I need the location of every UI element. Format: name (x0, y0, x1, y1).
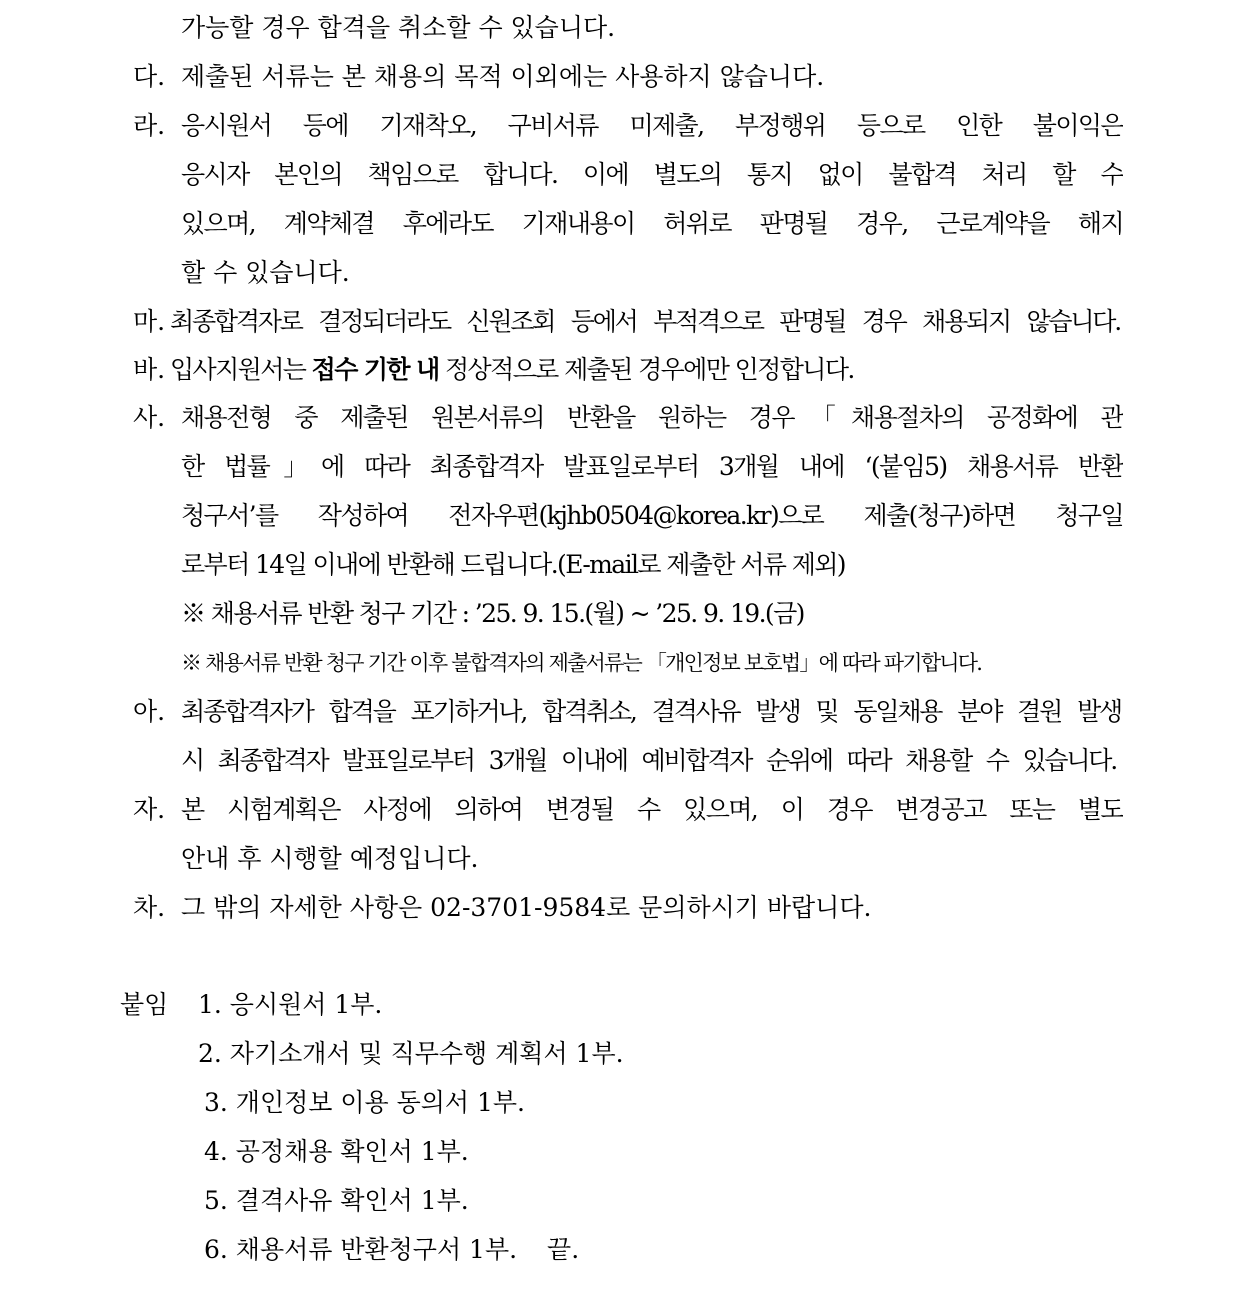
note-item-sa-line-3 (181, 496, 1123, 536)
note-item-ra-marker (133, 106, 165, 146)
attachment-item-5 (204, 1181, 469, 1221)
note-continuation-line (181, 8, 615, 48)
note-text: 정상적으로 제출된 경우에만 인정합니다. (438, 355, 854, 384)
item-marker: 차. (133, 893, 166, 922)
attachment-text: 2. 자기소개서 및 직무수행 계획서 1부. (198, 1039, 624, 1068)
note-text: 제출된 서류는 본 채용의 목적 이외에는 사용하지 않습니다. (181, 62, 825, 91)
attachment-item-4 (204, 1132, 469, 1172)
note-item-sa-line-4 (181, 545, 845, 585)
attachment-item-1 (198, 985, 382, 1025)
note-item-ra-line-1 (181, 106, 1123, 146)
note-text: 최종합격자로 결정되더라도 신원조회 등에서 부적격으로 판명될 경우 채용되지 않습니다. (170, 307, 1120, 336)
note-item-da (181, 57, 824, 97)
note-item-a-line-2 (181, 741, 1116, 781)
note-item-ba (170, 350, 854, 390)
attachment-item-6 (204, 1230, 579, 1270)
note-item-sa-line-2 (181, 447, 1123, 487)
note-item-ma (170, 302, 1120, 342)
item-marker: 바. (133, 355, 166, 384)
item-marker: 라. (133, 111, 166, 140)
note-item-ja-line-2 (181, 839, 478, 879)
attachment-text: 6. 채용서류 반환청구서 1부. (204, 1235, 518, 1264)
note-text: 가능할 경우 합격을 취소할 수 있습니다. (181, 13, 616, 42)
note-item-ra-line-3 (181, 204, 1123, 244)
attachments-label (120, 985, 168, 1025)
note-text: 있으며, 계약체결 후에라도 기재내용이 허위로 판명될 경우, 근로계약을 해지 (181, 209, 1123, 238)
note-item-da-marker (133, 57, 165, 97)
note-item-sa-marker (133, 398, 165, 438)
attachment-text: 1. 응시원서 1부. (198, 990, 383, 1019)
note-text: 입사지원서는 (170, 355, 312, 384)
note-text: 그 밖의 자세한 사항은 02-3701-9584로 문의하시기 바랍니다. (181, 893, 872, 922)
note-item-sa-line-1 (181, 398, 1123, 438)
end-mark: 끝. (547, 1235, 580, 1264)
note-item-a-line-1 (181, 692, 1121, 732)
note-text: 할 수 있습니다. (181, 258, 350, 287)
attachment-text: 3. 개인정보 이용 동의서 1부. (204, 1088, 525, 1117)
attachments-label-text: 붙임 (120, 990, 169, 1019)
note-item-ra-line-2 (181, 155, 1123, 195)
note-text: 채용전형 중 제출된 원본서류의 반환을 원하는 경우「채용절차의 공정화에 관 (181, 403, 1123, 432)
reference-note-period (181, 594, 804, 634)
attachment-text: 4. 공정채용 확인서 1부. (204, 1137, 469, 1166)
note-item-ja-line-1 (181, 790, 1123, 830)
item-marker: 아. (133, 697, 166, 726)
attachment-item-2 (198, 1034, 624, 1074)
note-text: 한 법률」에 따라 최종합격자 발표일로부터 3개월 내에 ‘(붙임5) 채용서류 반환 (181, 452, 1123, 481)
item-marker: 자. (133, 795, 166, 824)
note-item-ra-line-4 (181, 253, 350, 293)
item-marker: 다. (133, 62, 166, 91)
note-text: 청구서’를 작성하여 전자우편(kjhb0504@korea.kr)으로 제출(청구)하면 청구일 (181, 501, 1123, 530)
note-text: 응시원서 등에 기재착오, 구비서류 미제출, 부정행위 등으로 인한 불이익은 (181, 111, 1123, 140)
deadline-emphasis: 접수 기한 내 (311, 355, 439, 384)
attachment-text: 5. 결격사유 확인서 1부. (204, 1186, 469, 1215)
attachment-item-3 (204, 1083, 525, 1123)
note-item-a-marker (133, 692, 165, 732)
note-text: 로부터 14일 이내에 반환해 드립니다.(E-mail로 제출한 서류 제외) (181, 550, 845, 579)
note-item-cha-marker (133, 888, 165, 928)
reference-note-disposal (181, 643, 1116, 683)
note-text: 본 시험계획은 사정에 의하여 변경될 수 있으며, 이 경우 변경공고 또는 별도 (181, 795, 1123, 824)
item-marker: 마. (133, 307, 166, 336)
note-item-ba-marker (133, 350, 165, 390)
note-text: ※ 채용서류 반환 청구 기간 이후 불합격자의 제출서류는 「개인정보 보호법」에 따라 파기합니다. (181, 651, 982, 675)
note-text: ※ 채용서류 반환 청구 기간 : ’25. 9. 15.(월) ~ ’25. 9. 19.(금) (181, 599, 804, 628)
note-text: 시 최종합격자 발표일로부터 3개월 이내에 예비합격자 순위에 따라 채용할 수 있습니다. (181, 746, 1116, 775)
note-item-cha (181, 888, 871, 928)
note-text: 응시자 본인의 책임으로 합니다. 이에 별도의 통지 없이 불합격 처리 할 수 (181, 160, 1123, 189)
note-text: 안내 후 시행할 예정입니다. (181, 844, 479, 873)
note-item-ja-marker (133, 790, 165, 830)
note-text: 최종합격자가 합격을 포기하거나, 합격취소, 결격사유 발생 및 동일채용 분야 결원 발생 (181, 697, 1121, 726)
item-marker: 사. (133, 403, 166, 432)
note-item-ma-marker (133, 302, 165, 342)
